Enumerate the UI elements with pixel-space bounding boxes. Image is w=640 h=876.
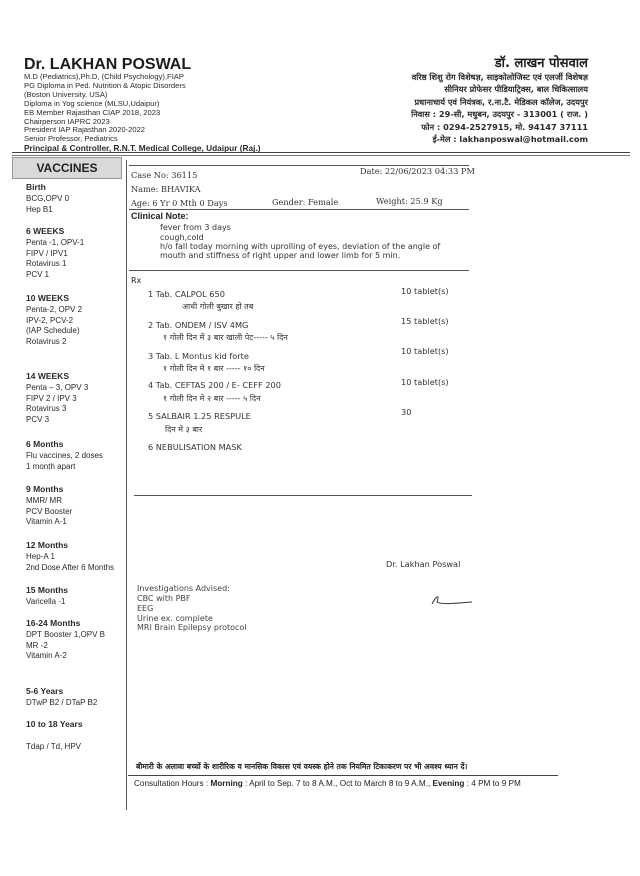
vaccine-group-16-24-months [26, 618, 126, 662]
rx-item: 6 NEBULISATION MASK [148, 442, 242, 452]
vaccine-group-14-weeks [26, 371, 126, 425]
vaccine-group-heading: 6 Months [26, 439, 64, 449]
investigation-item: MRI Brain Epilepsy protocol [137, 623, 247, 632]
qual-hi-line: वरिष्ठ शिशु रोग विशेषज्ञ, साइकोलोजिस्ट एवं एलर्जी विशेषज्ञ [411, 72, 588, 82]
vaccine-group-tdap [26, 742, 126, 752]
clinical-note-heading: Clinical Note: [131, 211, 189, 221]
vaccine-item: DTwP B2 / DTaP B2 [26, 698, 98, 708]
vaccine-group-heading: 12 Months [26, 540, 69, 550]
clinical-note-line: cough,cold [160, 233, 204, 242]
vaccine-item: MMR/ MR [26, 496, 62, 506]
qual-line: Senior Professor, Pediatrics [24, 134, 118, 144]
doctor-name-hi: डॉ. लाखन पोसवाल [494, 56, 588, 71]
investigation-item: Urine ex. complete [137, 614, 213, 623]
qual-line: M.D (Pediatrics),Ph.D, (Child Psychology),FIAP [24, 72, 184, 81]
vaccine-group-12-months [26, 540, 146, 573]
rx-item: 4 Tab. CEFTAS 200 / E- CEFF 200 [148, 380, 281, 390]
investigations-heading: Investigations Advised: [137, 584, 230, 593]
morning-label: Morning [210, 779, 243, 788]
vaccine-group-heading: 10 to 18 Years [26, 719, 83, 729]
clinical-note-line: h/o fall today morning with uprolling of eyes, deviation of the angle of [160, 242, 441, 251]
patient-bottom-rule [129, 209, 469, 210]
rx-quantity: 15 tablet(s) [401, 316, 449, 326]
qual-line: Chairperson IAPRC 2023 [24, 116, 110, 126]
vaccines-title: VACCINES [12, 157, 122, 179]
footer-divider [128, 775, 558, 776]
vaccine-group-birth [26, 182, 126, 215]
vaccine-item: PCV Booster [26, 506, 73, 516]
rx-label: Rx [131, 276, 142, 285]
vaccine-item: 2nd Dose After 6 Months [26, 562, 115, 572]
evening-text: : 4 PM to 9 PM [466, 779, 521, 788]
vaccine-group-heading: 10 WEEKS [26, 293, 69, 303]
vaccine-item: Rotavirus 2 [26, 336, 67, 346]
qual-hi-line: प्रधानाचार्य एवं नियंत्रक, र.ना.टै. मेडिकल कॉलेज, उदयपुर [414, 96, 588, 107]
qualifications-en [24, 73, 264, 153]
rx-quantity: 10 tablet(s) [401, 286, 449, 296]
evening-label: Evening [432, 779, 465, 788]
vaccine-group-heading: 5-6 Years [26, 686, 64, 696]
rx-quantity: 10 tablet(s) [401, 377, 449, 387]
vaccine-item: PCV 1 [26, 269, 50, 279]
vaccine-group-heading: 16-24 Months [26, 618, 81, 628]
visit-date: Date: 22/06/2023 04:33 PM [360, 166, 475, 176]
rx-item: 1 Tab. CALPOL 650 [148, 289, 225, 299]
vaccine-group-10-18-years [26, 719, 126, 731]
vaccine-item: IPV-2, PCV-2 [26, 315, 74, 325]
vaccine-item: FIPV 2 / IPV 3 [26, 393, 77, 403]
rx-instruction: १ गोली दिन मे १ बार ----- १० दिन [163, 364, 265, 373]
patient-name: Name: BHAVIKA [131, 184, 201, 194]
rx-instruction: दिन मे ३ बार [165, 425, 203, 434]
rx-instruction: आधी गोली बुखार हो तब [182, 302, 254, 311]
vaccine-item: BCG,OPV 0 [26, 194, 70, 204]
rx-item: 5 SALBAIR 1.25 RESPULE [148, 411, 251, 421]
qual-line: President IAP Rajasthan 2020-2022 [24, 125, 146, 135]
vaccine-item: 1 month apart [26, 461, 76, 471]
patient-gender: Gender: Female [272, 197, 339, 207]
rx-quantity: 30 [401, 407, 412, 417]
investigation-item: CBC with PBF [137, 594, 191, 603]
vaccine-item: Penta -1, OPV-1 [26, 238, 85, 248]
vaccine-group-6-weeks [26, 226, 126, 280]
position-line: Principal & Controller, R.N.T. Medical College, Udaipur (Raj.) [24, 143, 261, 154]
vaccine-group-5-6-years [26, 686, 126, 709]
qual-hi-line: सीनियर प्रोफेसर पीडियाट्रिक्स, बाल चिकित्सालय [444, 84, 588, 95]
clinical-note-line: mouth and stiffness of right upper and lower limb for 5 min. [160, 251, 401, 260]
investigation-item: EEG [137, 604, 154, 613]
rx-instruction: १ गोली दिन में ३ बार खाली पेट----- ५ दिन [163, 333, 288, 342]
vaccine-group-heading: 6 WEEKS [26, 226, 65, 236]
vaccine-item: Hep-A 1 [26, 552, 55, 562]
vaccine-item: FIPV / IPV1 [26, 248, 68, 258]
rx-quantity: 10 tablet(s) [401, 346, 449, 356]
hours-label: Consultation Hours : [134, 779, 209, 788]
vaccine-item: Vitamin A-1 [26, 517, 67, 527]
rx-instruction: १ गोली दिन मे २ बार ----- ५ दिन [163, 394, 261, 403]
vaccine-group-heading: 15 Months [26, 585, 69, 595]
patient-weight: Weight: 25.9 Kg [376, 196, 443, 206]
header-divider-2 [12, 155, 630, 156]
vaccine-group-15-months [26, 585, 126, 608]
doctor-signature-name: Dr. Lakhan Poswal [386, 559, 461, 569]
vaccine-item: Vitamin A-2 [26, 651, 67, 661]
vaccine-item: PCV 3 [26, 414, 50, 424]
qual-line: EB Member Rajasthan CIAP 2018, 2023 [24, 107, 161, 117]
vaccine-item: (IAP Schedule) [26, 326, 80, 336]
vaccine-item: DPT Booster 1,OPV B [26, 630, 105, 640]
vaccine-group-heading: 14 WEEKS [26, 371, 69, 381]
vaccine-group-10-weeks [26, 293, 126, 347]
vaccine-group-6-months [26, 439, 126, 472]
qual-line: (Boston University, USA) [24, 89, 108, 99]
rx-bottom-rule [134, 495, 472, 496]
vaccine-group-heading: 9 Months [26, 484, 64, 494]
vaccine-item: Flu vaccines, 2 doses [26, 451, 103, 461]
qual-hi-line: ई-मेल : lakhanposwal@hotmail.com [432, 134, 588, 145]
clinical-note-line: fever from 3 days [160, 223, 231, 232]
vaccine-item: Penta-2, OPV 2 [26, 305, 83, 315]
case-number: Case No: 36115 [131, 170, 198, 180]
vaccine-item: MR -2 [26, 640, 48, 650]
vaccine-item: Rotavirus 1 [26, 259, 67, 269]
vaccine-item: Hep B1 [26, 204, 53, 214]
qual-line: PG Diploma in Ped. Nutrition & Atopic Disorders [24, 80, 186, 90]
qual-hi-line: फोन : 0294-2527915, मो. 94147 37111 [421, 121, 588, 132]
footer-note-hi: बीमारी के अलावा बच्चों के शारीरिक व मानसिक विकास एवं वयस्क होने तक नियमित टिकाकरण पर भी अवश्य ध्यान दें। [136, 762, 468, 771]
rx-item: 2 Tab. ONDEM / ISV 4MG [148, 320, 249, 330]
doctor-name-en: Dr. LAKHAN POSWAL [24, 56, 192, 73]
morning-text: : April to Sep. 7 to 8 A.M., Oct to March 8 to 9 A.M., [245, 779, 431, 788]
header-divider [12, 152, 630, 153]
vaccine-item: Tdap / Td, HPV [26, 742, 81, 751]
patient-age: Age: 6 Yr 0 Mth 0 Days [131, 198, 228, 208]
signature-scribble-icon [428, 592, 476, 610]
clinical-bottom-rule [129, 270, 469, 271]
vaccine-item: Varicella -1 [26, 597, 66, 607]
vaccine-group-9-months [26, 484, 126, 528]
vaccine-group-heading: Birth [26, 182, 46, 192]
vaccine-item: Rotavirus 3 [26, 404, 67, 414]
qual-hi-line: निवास : 29-सी, मधुबन, उदयपुर - 313001 ( राज. ) [411, 109, 588, 120]
qualifications-hi [411, 71, 588, 145]
consultation-hours [134, 779, 521, 788]
rx-item: 3 Tab. L Montus kid forte [148, 351, 249, 361]
sidebar-divider [126, 160, 127, 810]
vaccine-item: Penta – 3, OPV 3 [26, 383, 89, 393]
qual-line: Diploma in Yog science (MLSU,Udaipur) [24, 98, 160, 108]
